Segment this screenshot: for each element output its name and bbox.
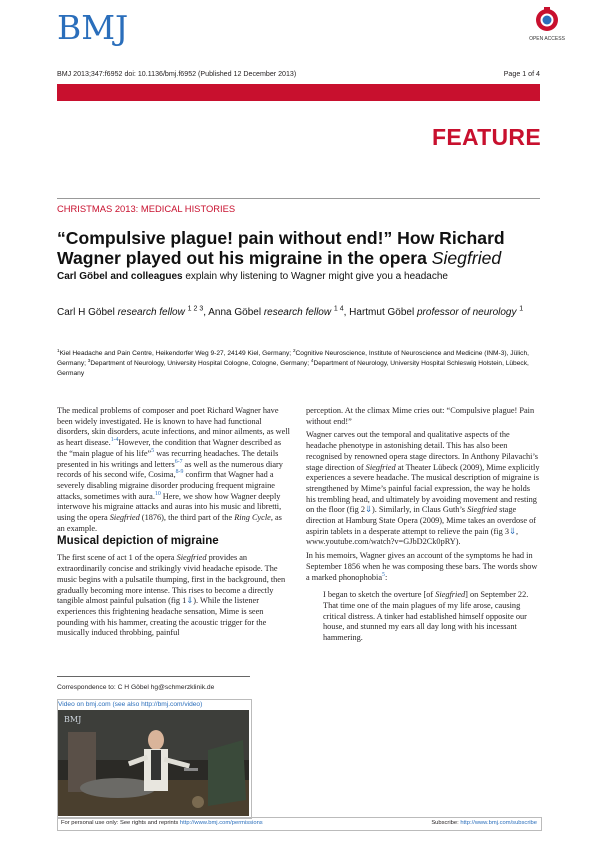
video-link[interactable]: Video on bmj.com (see also http://bmj.com/video) <box>58 701 203 708</box>
footer-rights <box>61 820 263 826</box>
affiliation-marker: 2 <box>292 347 296 353</box>
body-column-left <box>57 406 291 639</box>
affiliation-marker: 1 2 3 <box>187 305 204 313</box>
author-name: , Anna Göbel <box>203 307 262 318</box>
reference-link[interactable]: 5 <box>382 571 385 578</box>
figure-link[interactable]: ⇓ <box>508 526 516 536</box>
affiliation-text: Kiel Headache and Pain Centre, Heikendorfer Weg 9-27, 24149 Kiel, Germany; <box>59 350 293 357</box>
affiliation-marker: 4 <box>310 357 314 363</box>
subscribe-link[interactable]: http://www.bmj.com/subscribe <box>460 820 537 826</box>
citation-line: BMJ 2013;347:f6952 doi: 10.1136/bmj.f6952 (Published 12 December 2013) <box>57 70 297 78</box>
figure-link[interactable]: ⇓ <box>186 596 194 606</box>
affiliation-marker: 1 <box>57 347 60 353</box>
title-text: “Compulsive plague! pain without end!” How Richard Wagner played out his migraine in the opera <box>57 228 505 268</box>
author-list <box>57 305 527 321</box>
video-still <box>58 710 249 816</box>
footer-text: For personal use only: See rights and reprints <box>61 820 180 826</box>
author-role: research fellow <box>117 307 185 318</box>
correspondence-note: Correspondence to: C H Göbel hg@schmerzklinik.de <box>57 684 215 691</box>
video-watermark: BMJ <box>64 715 82 724</box>
affiliation-text: Department of Neurology, University Hospital Schleswig Holstein, Lübeck, Germany <box>57 360 529 377</box>
affiliation-text: Cognitive Neuroscience, Institute of Neuroscience and Medicine (INM-3), Jülich, Germany; <box>57 350 529 367</box>
body-paragraph: Wagner carves out the temporal and qualitative aspects of the headache phenotype in astonishing detail. This has also been recognised by renowned opera stage directors. In Anthony Pilavachi’s stage direction of Siegfried at Theater Lübeck (2009), Mime explicitly experiences a severe headache. The musical description of migraine is strengthened by Mime’s painful facial expression, the way he holds his trembling head, and ultimately by avoiding movement and resting on the floor (fig 2⇓). Similarly, in Claus Guth’s Siegfried stage direction at Hamburg State Opera (2009), Mime takes an overdose of aspirin tablets in a desperate attempt to relieve the pain (fig 3⇓, www.youtube.com/watch?v=GJbD2Ck0pRY). <box>306 430 540 547</box>
footnote-divider <box>57 676 250 677</box>
author-role: professor of neurology <box>416 307 517 318</box>
title-italic: Siegfried <box>431 248 502 268</box>
block-quote: I began to sketch the overture [of Siegfried] on September 22. That time one of the main plagues of my life arose, causing critical distress. A tinker had established himself opposite our house, and stunned my ears all day long with his incessant hammering. <box>323 590 529 643</box>
reference-link[interactable]: 1-4 <box>110 437 119 444</box>
intro-paragraph: The medical problems of composer and poet Richard Wagner have been widely investigated. He is known to have had functional disorders, skin disorders, acute infections, and minor ailments, as well as heart disease.$^{1-4}$However, the condition that Wagner described as the “main plague of his life”$^5$ was recurring headaches. The details presented in his writings and letters$^{6-7}$ as well as the numerous diary records of his second wife, Cosima,$^{8-9}$ confirm that Wagner had a severely disabling migraine disorder producing frequent migraine attacks, sometimes with aura.$^{10}$ Here, we show how Wagner deeply interwove his migraine attacks and auras into his music and libretti, using the opera Siegfried (1876), the third part of the Ring Cycle, as an example. <box>57 406 290 533</box>
open-access-badge <box>529 5 565 51</box>
reference-link[interactable]: 5 <box>151 448 155 455</box>
section-label: CHRISTMAS 2013: MEDICAL HISTORIES <box>57 203 236 214</box>
body-paragraph: perception. At the climax Mime cries out: “Compulsive plague! Pain without end!” <box>306 406 535 426</box>
article-standfirst <box>57 271 547 282</box>
author-name: , Hartmut Göbel <box>343 307 415 318</box>
footer-subscribe <box>431 820 537 826</box>
body-paragraph: The first scene of act 1 of the opera Siegfried provides an extraordinarily concise and strikingly vivid headache episode. The music begins with a pulsatile thumping, first in the background, then gradually becoming more intense. This rises to become a directly tangible almost painful pulsation (fig 1⇓). While the listener experiences this frightening headache sensation, Mime is seen pounding with his hammer, creating the acoustic trigger for the musically induced throbbing, painful <box>57 553 286 638</box>
badge-text: OPEN ACCESS <box>529 36 565 42</box>
affiliation-marker: 3 <box>87 357 91 363</box>
body-paragraph: In his memoirs, Wagner gives an account of the symptoms he had in September 1856 when he was composing these bars. The words show a marked phonophobia$^5$: <box>306 551 538 582</box>
affiliation-text: Department of Neurology, University Hospital Cologne, Cologne, Germany; <box>90 360 311 367</box>
affiliation-marker: 1 <box>519 305 524 313</box>
page-number: Page 1 of 4 <box>503 70 540 78</box>
article-type-label: FEATURE <box>431 124 541 150</box>
header-red-bar <box>57 84 540 101</box>
author-name: Carl H Göbel <box>57 307 115 318</box>
author-role: research fellow <box>263 307 332 318</box>
section-divider <box>57 198 540 199</box>
standfirst-authors: Carl Göbel and colleagues <box>57 271 183 282</box>
reference-link[interactable]: 6-7 <box>174 458 183 465</box>
affiliations <box>57 349 542 379</box>
standfirst-text: explain why listening to Wagner might give you a headache <box>182 271 448 282</box>
article-title <box>57 228 547 268</box>
body-column-right <box>306 406 540 644</box>
footer-text: Subscribe: <box>431 820 461 826</box>
bmj-logo: BMJ <box>57 8 129 47</box>
reference-link[interactable]: 8-9 <box>175 469 184 476</box>
open-access-icon <box>529 5 565 51</box>
video-thumbnail[interactable] <box>58 710 249 816</box>
section-heading: Musical depiction of migraine <box>57 535 219 548</box>
affiliation-marker: 1 4 <box>333 305 344 313</box>
permissions-link[interactable]: http://www.bmj.com/permissions <box>179 820 263 826</box>
figure-link[interactable]: ⇓ <box>365 505 372 515</box>
reference-link[interactable]: 10 <box>154 490 161 497</box>
